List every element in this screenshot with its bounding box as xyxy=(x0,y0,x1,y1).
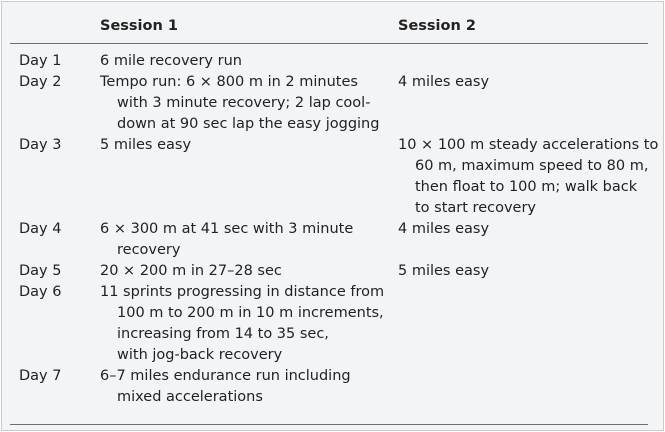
day-label: Day 6 xyxy=(19,284,62,300)
day-label: Day 1 xyxy=(19,53,62,69)
day-label: Day 4 xyxy=(19,221,62,237)
cell-line: recovery xyxy=(117,242,181,258)
session-2-cell xyxy=(398,261,489,282)
day-label: Day 5 xyxy=(19,263,62,279)
session-2-cell xyxy=(398,219,489,240)
day-label: Day 2 xyxy=(19,74,62,90)
cell-line: mixed accelerations xyxy=(117,389,263,405)
cell-line: 60 m, maximum speed to 80 m, xyxy=(415,158,649,174)
session-1-cell xyxy=(100,51,242,72)
cell-line: 5 miles easy xyxy=(100,137,192,153)
cell-line: 5 miles easy xyxy=(398,263,490,279)
session-1-cell xyxy=(100,366,351,408)
cell-line: down at 90 sec lap the easy jogging xyxy=(117,116,380,132)
session-2-cell xyxy=(398,72,489,93)
cell-line: 4 miles easy xyxy=(398,74,490,90)
session-1-cell xyxy=(100,135,191,156)
session-1-cell xyxy=(100,219,353,261)
cell-line: 4 miles easy xyxy=(398,221,490,237)
session-1-cell xyxy=(100,261,282,282)
cell-line: 100 m to 200 m in 10 m increments, xyxy=(117,305,384,321)
header-rule xyxy=(10,43,648,44)
cell-line: Tempo run: 6 × 800 m in 2 minutes xyxy=(100,74,358,90)
cell-line: with jog-back recovery xyxy=(117,347,283,363)
session-1-cell xyxy=(100,282,384,366)
cell-line: 6–7 miles endurance run including xyxy=(100,368,351,384)
session-2-cell xyxy=(398,135,658,219)
header-session-2: Session 2 xyxy=(398,18,476,34)
cell-line: 10 × 100 m steady accelerations to xyxy=(398,137,659,153)
session-1-cell xyxy=(100,72,379,135)
cell-line: 6 × 300 m at 41 sec with 3 minute xyxy=(100,221,354,237)
cell-line: with 3 minute recovery; 2 lap cool- xyxy=(117,95,371,111)
training-table xyxy=(1,1,664,431)
cell-line: 11 sprints progressing in distance from xyxy=(100,284,385,300)
cell-line: to start recovery xyxy=(415,200,536,216)
cell-line: 6 mile recovery run xyxy=(100,53,242,69)
footer-rule xyxy=(10,424,648,425)
header-session-1: Session 1 xyxy=(100,18,178,34)
cell-line: 20 × 200 m in 27–28 sec xyxy=(100,263,282,279)
cell-line: then float to 100 m; walk back xyxy=(415,179,638,195)
day-label: Day 3 xyxy=(19,137,62,153)
cell-line: increasing from 14 to 35 sec, xyxy=(117,326,329,342)
day-label: Day 7 xyxy=(19,368,62,384)
